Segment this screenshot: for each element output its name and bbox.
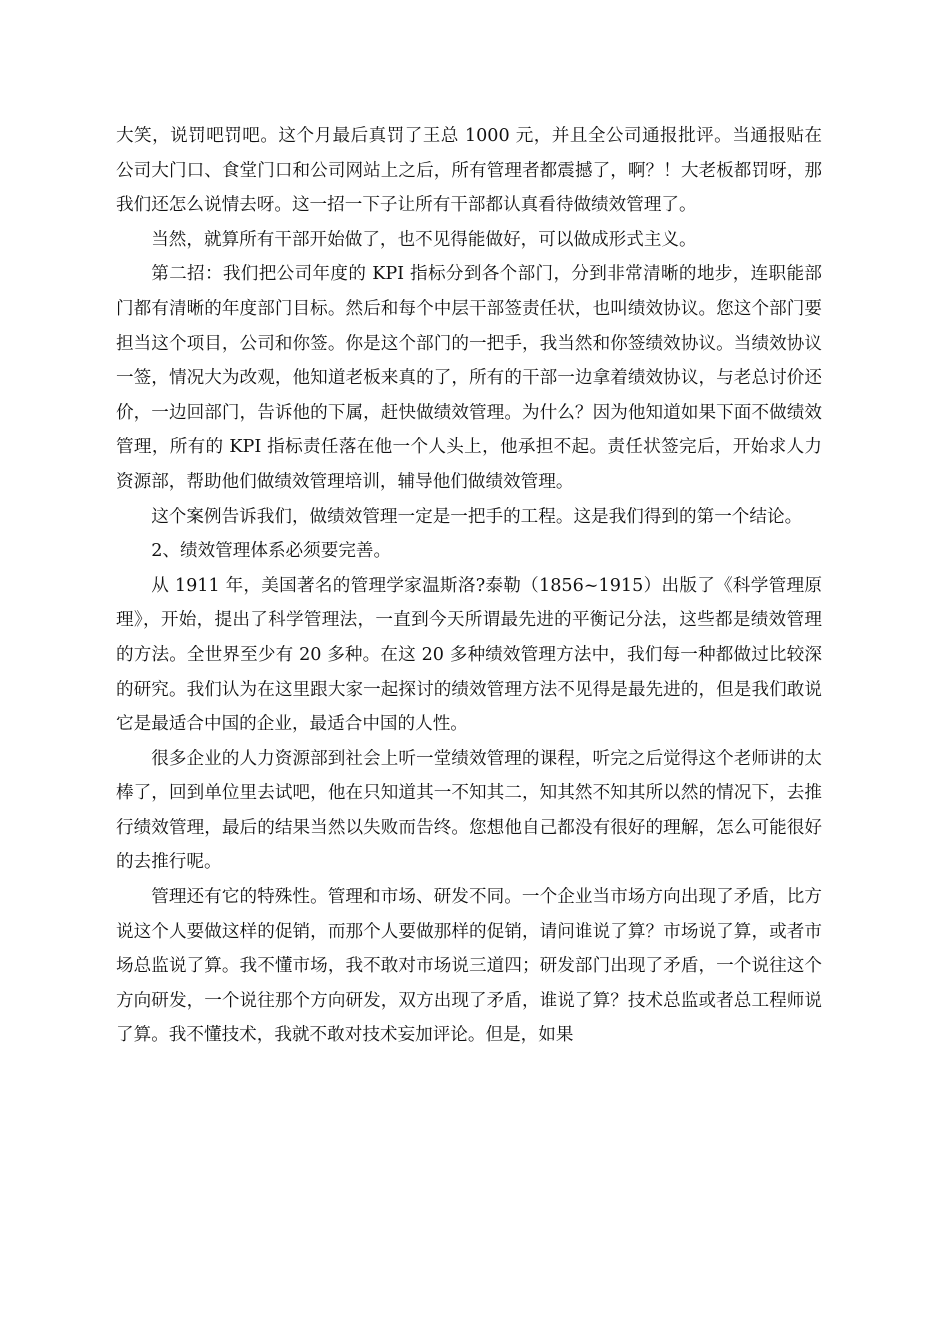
- paragraph-1: 大笑，说罚吧罚吧。这个月最后真罚了王总 1000 元，并且全公司通报批评。当通报贴在公司大门口、食堂门口和公司网站上之后，所有管理者都震撼了，啊？！大老板都罚呀，那我们还怎么说情去呀。这一招一下子让所有干部都认真看待做绩效管理了。: [116, 126, 822, 216]
- paragraph-6: 从 1911 年，美国著名的管理学家温斯洛?泰勒（1856~1915）出版了《科学管理原理》，开始，提出了科学管理法，一直到今天所谓最先进的平衡记分法，这些都是绩效管理的方法。全世界至少有 20 多种。在这 20 多种绩效管理方法中，我们每一种都做过比较深的研究。我们认为在这里跟大家一起探讨的绩效管理方法不见得是最先进的，但是我们敢说它是最适合中国的企业，最适合中国的人性。: [116, 575, 822, 735]
- paragraph-8: 管理还有它的特殊性。管理和市场、研发不同。一个企业当市场方向出现了矛盾，比方说这个人要做这样的促销，而那个人要做那样的促销，请问谁说了算？市场说了算，或者市场总监说了算。我不懂市场，我不敢对市场说三道四；研发部门出现了矛盾，一个说往这个方向研发，一个说往那个方向研发，双方出现了矛盾，谁说了算？技术总监或者总工程师说了算。我不懂技术，我就不敢对技术妄加评论。但是，如果: [116, 887, 822, 1046]
- paragraph-2: 当然，就算所有干部开始做了，也不见得能做好，可以做成形式主义。: [151, 229, 697, 250]
- paragraph-7: 很多企业的人力资源部到社会上听一堂绩效管理的课程，听完之后觉得这个老师讲的太棒了，回到单位里去试吧，他在只知道其一不知其二，知其然不知其所以然的情况下，去推行绩效管理，最后的结果当然以失败而告终。您想他自己都没有很好的理解，怎么可能很好的去推行呢。: [116, 748, 822, 873]
- paragraph-4: 这个案例告诉我们，做绩效管理一定是一把手的工程。这是我们得到的第一个结论。: [151, 506, 803, 527]
- document-page: [116, 119, 822, 1053]
- paragraph-3: 第二招：我们把公司年度的 KPI 指标分到各个部门，分到非常清晰的地步，连职能部门都有清晰的年度部门目标。然后和每个中层干部签责任状，也叫绩效协议。您这个部门要担当这个项目，公司和你签。你是这个部门的一把手，我当然和你签绩效协议。当绩效协议一签，情况大为改观，他知道老板来真的了，所有的干部一边拿着绩效协议，与老总讨价还价，一边回部门，告诉他的下属，赶快做绩效管理。为什么？因为他知道如果下面不做绩效管理，所有的 KPI 指标责任落在他一个人头上，他承担不起。责任状签完后，开始求人力资源部，帮助他们做绩效管理培训，辅导他们做绩效管理。: [116, 264, 822, 492]
- section-heading-2: 2、绩效管理体系必须要完善。: [151, 541, 392, 562]
